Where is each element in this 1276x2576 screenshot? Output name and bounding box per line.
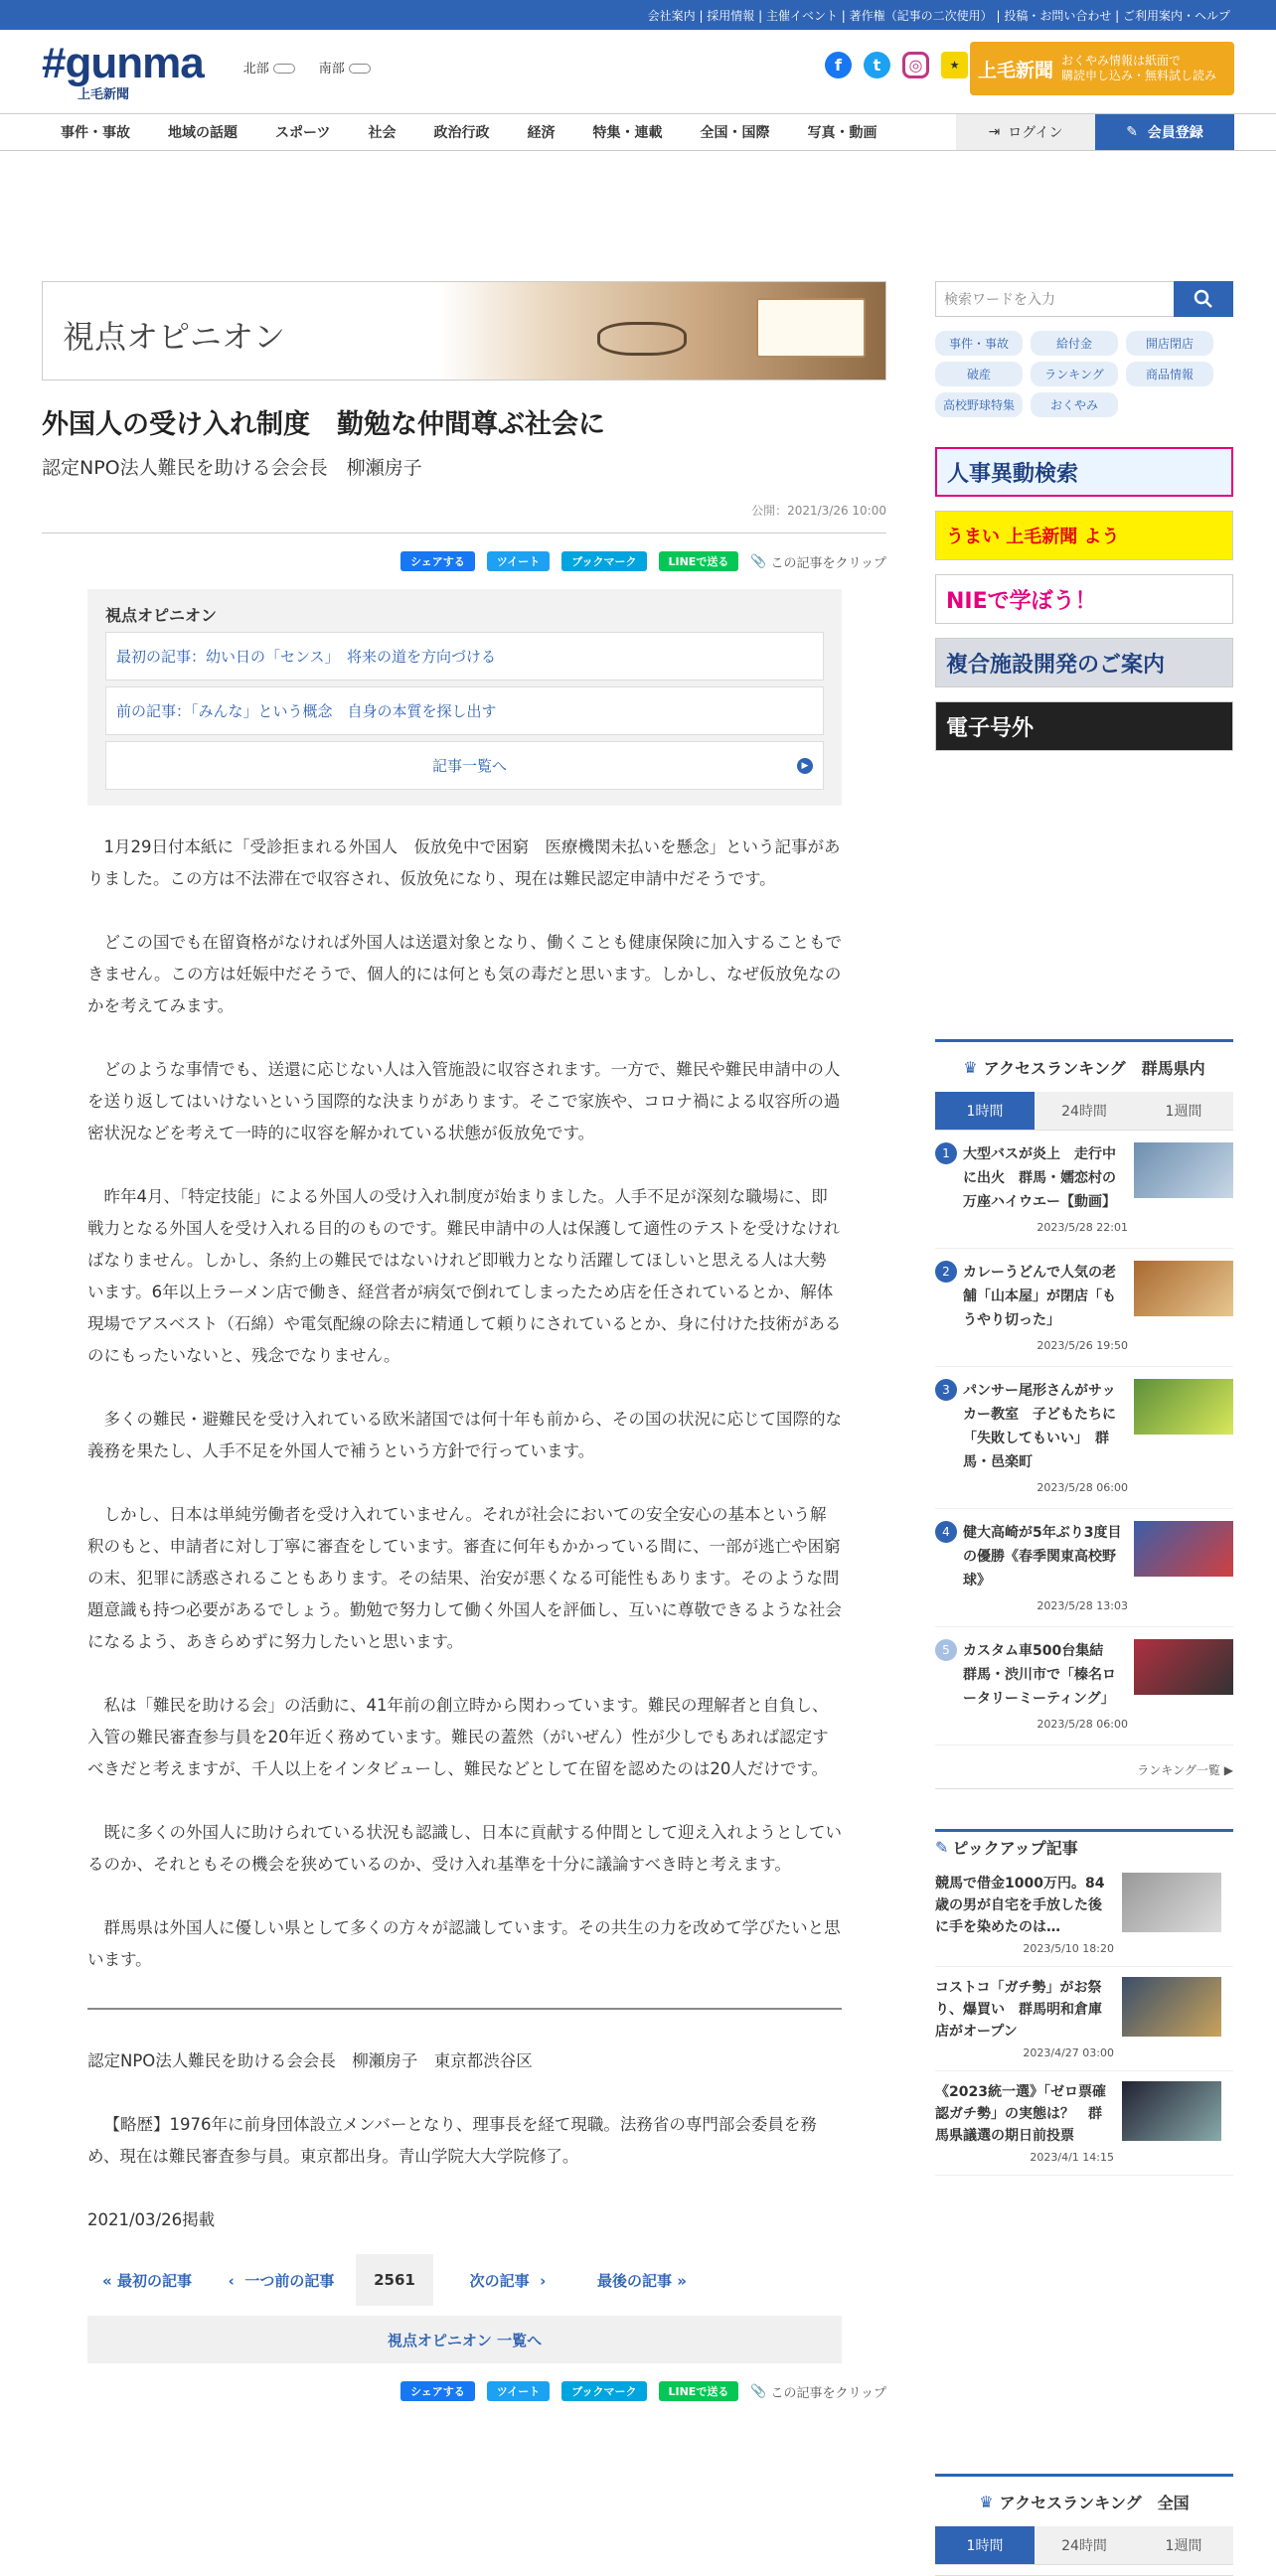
weather-south: 南部 <box>319 58 371 76</box>
thumbnail <box>1134 1142 1233 1198</box>
nav-item-features[interactable]: 特集・連載 <box>592 125 663 141</box>
tag[interactable]: 商品情報 <box>1126 362 1213 386</box>
banner-title: 視点オピニオン <box>63 318 286 356</box>
ranking-item[interactable]: 1 大型バスが炎上 走行中に出火 群馬・嬬恋村の万座ハイウエー【動画】 2023/5/28 22:01 <box>935 1131 1233 1249</box>
thumbnail <box>1122 2081 1221 2141</box>
tweet-button[interactable]: ツイート <box>487 2381 550 2401</box>
arrow-right-icon: ▶ <box>797 758 813 774</box>
article-footer <box>87 2046 842 2236</box>
ranking-item[interactable]: 4 健大高崎が5年ぶり3度目の優勝《春季関東高校野球》 2023/5/28 13:03 <box>935 1509 1233 1627</box>
article-list-link[interactable]: 記事一覧へ ▶ <box>105 741 824 790</box>
pickup-item[interactable]: 《2023統一選》「ゼロ票確認ガチ勢」の実態は？ 群馬県議選の期日前投票 2023/4/1 14:15 <box>935 2071 1233 2176</box>
paperclip-icon: 📎 <box>750 2383 767 2399</box>
pager-last[interactable]: 最後の記事 » <box>597 2271 687 2290</box>
paragraph: 群馬県は外国人に優しい県として多くの方々が認識しています。その共生の力を改めて学びたいと思います。 <box>87 1918 841 1969</box>
ranking-gunma <box>935 1039 1233 1789</box>
cloud-icon <box>273 64 295 74</box>
tab-1hour[interactable]: 1時間 <box>935 2526 1035 2564</box>
article-title: 外国人の受け入れ制度 勤勉な仲間尊ぶ社会に <box>42 409 605 440</box>
pencil-icon: ✎ <box>935 1838 949 1857</box>
ad-extra[interactable]: 電子号外 <box>935 701 1233 751</box>
pager-number: 2561 <box>356 2254 433 2306</box>
search-form <box>935 281 1233 317</box>
article-author: 認定NPO法人難民を助ける会会長 柳瀬房子 <box>42 457 422 479</box>
social-links <box>825 52 968 78</box>
nav-item-politics[interactable]: 政治行政 <box>433 125 490 141</box>
ad-umai[interactable]: うまい 上毛新聞 よう <box>935 511 1233 560</box>
ranking-national <box>935 2474 1233 2576</box>
site-header <box>0 30 1276 113</box>
pickup-heading: ✎ ピックアップ記事 <box>935 1829 1233 1863</box>
weather-widget[interactable] <box>243 58 371 76</box>
paragraph: しかし、日本は単純労働者を受け入れていません。それが社会においての安全安心の基本という解釈のもと、申請者に対し丁寧に審査をしています。審査に何年もかかっている間に、一部が逃亡や困窮の末、犯罪に誘惑されることもあります。その結果、治安が悪くなる可能性もあります。そのような問題意識も持つ必要があるでしょう。勤勉で努力して働く外国人を評価し、互いに尊敬できるような社会になるよう、あきらめずに努力したいと思います。 <box>87 1505 842 1651</box>
tweet-button[interactable]: ツイート <box>487 551 550 571</box>
nav-item-photos[interactable]: 写真・動画 <box>807 125 877 141</box>
ranking-tabs <box>935 2526 1233 2565</box>
line-share-button[interactable]: LINEで送る <box>659 551 739 571</box>
ranking-tabs <box>935 1092 1233 1131</box>
pager-next[interactable]: 次の記事 › <box>469 2271 547 2290</box>
series-banner <box>42 281 886 380</box>
site-logo[interactable] <box>42 38 204 102</box>
ad-jinji[interactable]: 人事異動検索 <box>935 447 1233 497</box>
tag[interactable]: ランキング <box>1031 362 1118 386</box>
nav-item-incidents[interactable]: 事件・事故 <box>61 125 130 141</box>
tag[interactable]: おくやみ <box>1031 392 1118 417</box>
ranking-heading: ♛ アクセスランキング 全国 <box>979 2492 1190 2512</box>
facebook-icon[interactable]: f <box>825 52 852 78</box>
ranking-item[interactable]: 3 パンサー尾形さんがサッカー教室 子どもたちに「失敗してもいい」 群馬・邑楽町 2023/5/28 06:00 <box>935 1367 1233 1509</box>
subscribe-button[interactable] <box>970 42 1234 95</box>
series-list-link[interactable]: 視点オピニオン 一覧へ <box>87 2316 842 2363</box>
share-bar <box>42 551 886 571</box>
ranking-more-link[interactable]: ランキング一覧 ▶ <box>1137 1763 1233 1777</box>
tab-24hours[interactable]: 24時間 <box>1035 1092 1134 1130</box>
tag[interactable]: 開店閉店 <box>1126 331 1213 356</box>
paragraph: 1月29日付本紙に「受診拒まれる外国人 仮放免中で困窮 医療機関未払いを懸念」という記事がありました。この方は不法滞在で収容され、仮放免になり、現在は難民認定申請中だそうです。 <box>87 837 841 888</box>
thumbnail <box>1134 1379 1233 1435</box>
glasses-illustration <box>597 322 687 356</box>
banner-image <box>438 282 885 380</box>
tag[interactable]: 高校野球特集 <box>935 392 1023 417</box>
app-icon[interactable]: ★ <box>941 52 968 78</box>
first-article-link[interactable]: 最初の記事：幼い日の「センス」 将来の道を方向づける <box>105 632 824 681</box>
search-input[interactable]: 検索ワードを入力 <box>935 281 1174 317</box>
clip-button[interactable]: 📎 この記事をクリップ <box>750 2383 886 2401</box>
author-bio: 【略歴】1976年に前身団体設立メンバーとなり、理事長を経て現職。法務省の専門部会委員を務め、現在は難民審査参与員。東京都出身。青山学院大大学院修了。 <box>87 2115 817 2166</box>
pickup-section <box>935 1829 1233 2176</box>
posted-date: 2021/03/26掲載 <box>87 2210 216 2229</box>
paragraph: 多くの難民・避難民を受け入れている欧米諸国では何十年も前から、その国の状況に応じて国際的な義務を果たし、人手不足を外国人で補うという方針で行っています。 <box>87 1410 842 1460</box>
crown-icon: ♛ <box>979 2492 994 2511</box>
pager-prev[interactable]: ‹ 一つ前の記事 <box>228 2271 335 2290</box>
series-heading: 視点オピニオン <box>105 606 218 625</box>
article-pager <box>87 2254 842 2306</box>
tag[interactable]: 破産 <box>935 362 1023 386</box>
ranking-item[interactable]: 2 カレーうどんで人気の老舗「山本屋」が閉店「もうやり切った」 2023/5/26 19:50 <box>935 1249 1233 1367</box>
nav-item-sports[interactable]: スポーツ <box>275 125 331 141</box>
logo-sub: 上毛新聞 <box>78 86 130 102</box>
paragraph: どのような事情でも、送還に応じない人は入管施設に収容されます。一方で、難民や難民申請中の人を送り返してはいけないという国際的な決まりがあります。そこで家族や、コロナ禍による収容所の過密状況などを考えて一時的に収容を解かれている状態が仮放免です。 <box>87 1060 841 1142</box>
footer-author: 認定NPO法人難民を助ける会会長 柳瀬房子 東京都渋谷区 <box>87 2051 533 2070</box>
thumbnail <box>1134 1521 1233 1577</box>
paragraph: 私は「難民を助ける会」の活動に、41年前の創立時から関わっています。難民の理解者と自負し、入管の難民審査参与員を20年近く務めています。難民の蓋然（がいぜん）性が少しでもあれば認定すべきだと考えますが、千人以上をインタビューし、難民などとして在留を認めたのは20人だけです。 <box>87 1696 829 1778</box>
tag[interactable]: 事件・事故 <box>935 331 1023 356</box>
series-box <box>87 589 842 806</box>
share-bar-bottom <box>42 2381 886 2401</box>
thumbnail <box>1134 1261 1233 1316</box>
search-button[interactable] <box>1174 281 1233 317</box>
ranking-item[interactable]: 5 カスタム車500台集結 群馬・渋川市で「榛名ロータリーミーティング」 2023/5/28 06:00 <box>935 1627 1233 1745</box>
top-utility-links[interactable]: 会社案内 | 採用情報 | 主催イベント | 著作権（記事の二次使用） | 投稿・お問い合わせ | ご利用案内・ヘルプ <box>647 8 1230 23</box>
cta-brand: 上毛新聞 <box>978 59 1054 81</box>
clip-button[interactable]: 📎 この記事をクリップ <box>750 553 886 571</box>
tab-1hour[interactable]: 1時間 <box>935 1092 1035 1130</box>
thumbnail <box>1134 1639 1233 1695</box>
article-column <box>42 281 886 2401</box>
main-nav <box>0 113 1276 151</box>
pickup-item[interactable]: 競馬で借金1000万円。84歳の男が自宅を手放した後に手を染めたのは… 2023/5/10 18:20 <box>935 1863 1233 1967</box>
divider <box>87 2008 842 2010</box>
nav-item-local[interactable]: 地域の話題 <box>168 125 238 141</box>
tag[interactable]: 給付金 <box>1031 331 1118 356</box>
line-share-button[interactable]: LINEで送る <box>659 2381 739 2401</box>
facebook-share-button[interactable]: シェアする <box>400 551 475 571</box>
thumbnail <box>1122 1977 1221 2037</box>
nav-item-national[interactable]: 全国・国際 <box>700 125 770 141</box>
ad-nie[interactable]: NIEで学ぼう！ <box>935 574 1233 624</box>
publish-date: 公開：2021/3/26 10:00 <box>42 502 886 533</box>
article-body <box>87 832 842 1976</box>
hatena-bookmark-button[interactable]: ブックマーク <box>561 2381 646 2401</box>
thumbnail <box>1122 1873 1221 1932</box>
pickup-item[interactable]: コストコ「ガチ勢」がお祭り、爆買い 群馬明和倉庫店がオープン 2023/4/27 03:00 <box>935 1967 1233 2071</box>
paragraph: どこの国でも在留資格がなければ外国人は送還対象となり、働くことも健康保険に加入することもできません。この方は妊娠中だそうで、個人的には何とも気の毒だと思います。しかし、なぜ仮放免なのかを考えてみます。 <box>87 933 842 1015</box>
paragraph: 既に多くの外国人に助けられている状況も認識し、日本に貢献する仲間として迎え入れようとしているのか、それともその機会を狭めているのか、受け入れ基準を十分に議論すべき時と考えます。 <box>87 1823 842 1874</box>
pencil-icon: ✎ <box>1126 124 1148 140</box>
twitter-icon[interactable]: t <box>864 52 890 78</box>
cloud-icon <box>349 64 371 74</box>
tab-1week[interactable]: 1週間 <box>1134 2526 1233 2564</box>
instagram-icon[interactable]: ◎ <box>902 52 929 78</box>
book-illustration <box>756 298 866 358</box>
login-icon: ⇥ <box>988 124 1001 140</box>
facebook-share-button[interactable]: シェアする <box>400 2381 475 2401</box>
hatena-bookmark-button[interactable]: ブックマーク <box>561 551 646 571</box>
prev-article-link[interactable]: 前の記事：「みんな」という概念 自身の本質を探し出す <box>105 686 824 735</box>
nav-item-economy[interactable]: 経済 <box>527 125 556 141</box>
nav-item-society[interactable]: 社会 <box>368 125 397 141</box>
tag-list <box>935 331 1233 417</box>
tab-24hours[interactable]: 24時間 <box>1035 2526 1134 2564</box>
paperclip-icon: 📎 <box>750 553 767 569</box>
cta-text: おくやみ情報は紙面で 購読申し込み・無料試し読み <box>1061 54 1217 82</box>
tab-1week[interactable]: 1週間 <box>1134 1092 1233 1130</box>
ranking-heading: ♛ アクセスランキング 群馬県内 <box>963 1057 1205 1078</box>
sidebar <box>935 281 1233 2576</box>
ad-facility[interactable]: 複合施設開発のご案内 <box>935 638 1233 687</box>
login-button[interactable]: ⇥ ログイン <box>956 114 1095 150</box>
search-icon <box>1194 289 1213 309</box>
pager-first[interactable]: « 最初の記事 <box>102 2271 192 2290</box>
logo-main: #gunma <box>42 38 204 87</box>
top-utility-bar <box>0 0 1276 30</box>
paragraph: 昨年4月、「特定技能」による外国人の受け入れ制度が始まりました。人手不足が深刻な職場に、即戦力となる外国人を受け入れる目的のものです。難民申請中の人は保護して適性のテストを受けなければなりません。しかし、条約上の難民ではないけれど即戦力となり活躍してほしいと思える人は大勢います。6年以上ラーメン店で働き、経営者が病気で倒れてしまったため店を任されているとか、解体現場でアスベスト（石綿）や電気配線の除去に精通して頼りにされているとか、身に付けた技術があるのにもったいないと、残念でなりません。 <box>87 1187 842 1365</box>
register-button[interactable]: ✎ 会員登録 <box>1095 114 1234 150</box>
crown-icon: ♛ <box>963 1057 978 1077</box>
weather-north: 北部 <box>243 58 295 76</box>
